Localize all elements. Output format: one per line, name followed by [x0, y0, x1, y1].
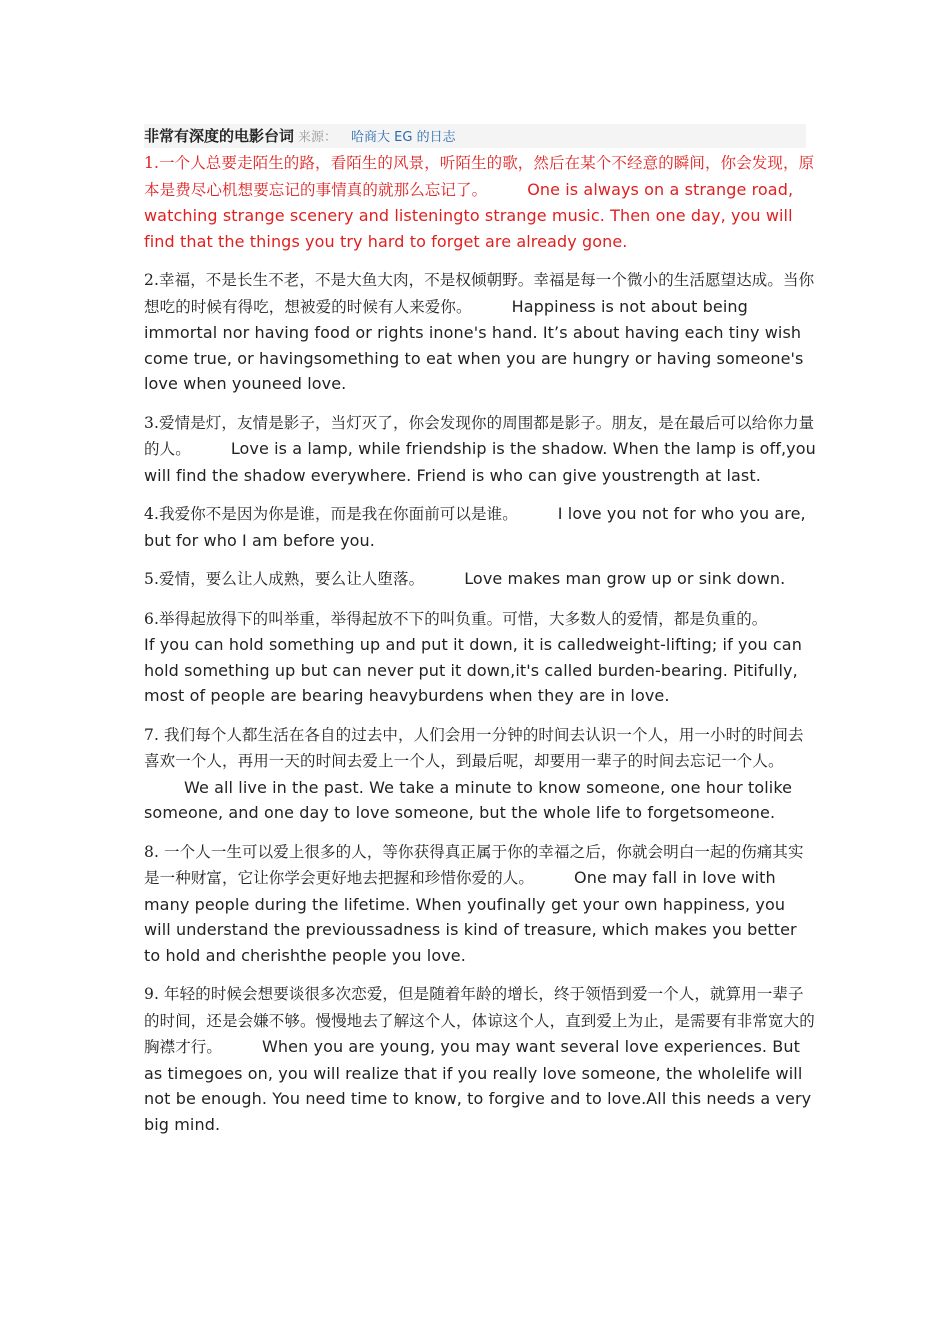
quote-2-english: Happiness is not about being immortal nor having food or rights inone's hand. It’s about having each tiny wish come true, or havingsomething to eat when you are hungry or having someone's love when youneed love.: [144, 296, 804, 393]
quote-9-english: When you are young, you may want several love experiences. But as timegoes on, you will realize that if you really love someone, the wholelife will not be enough. You need time to know, to forgive and to love.All this needs a very big mind.: [144, 1037, 812, 1134]
document-page: [144, 124, 816, 1150]
quote-entry-4: [144, 501, 816, 553]
source-label: 来源：: [298, 130, 338, 145]
quote-entry-8: [144, 839, 816, 969]
quote-4-chinese: 4.我爱你不是因为你是谁，而是我在你面前可以是谁。: [144, 505, 518, 523]
quote-entry-5: [144, 566, 816, 593]
quote-9-chinese: 9. 年轻的时候会想要谈很多次恋爱，但是随着年龄的增长，终于领悟到爱一个人，就算用一辈子的时间，还是会嫌不够。慢慢地去了解这个人，体谅这个人，直到爱上为止，是需要有非常宽大的胸襟才行。: [144, 985, 815, 1056]
quote-8-english: One may fall in love with many people during the lifetime. When youfinally get your own happiness, you will understand the previoussadness is kind of treasure, which makes you better to hold and cherishthe people you love.: [144, 868, 797, 965]
quote-7-chinese: 7. 我们每个人都生活在各自的过去中，人们会用一分钟的时间去认识一个人，用一小时的时间去喜欢一个人，再用一天的时间去爱上一个人，到最后呢，却要用一辈子的时间去忘记一个人。: [144, 725, 804, 770]
quote-6-chinese: 6.举得起放得下的叫举重，举得起放不下的叫负重。可惜，大多数人的爱情，都是负重的。: [144, 609, 768, 628]
source-link[interactable]: 哈商大 EG 的日志: [351, 130, 456, 145]
quote-entry-3: [144, 410, 816, 489]
quote-2-chinese: 2.幸福，不是长生不老，不是大鱼大肉，不是权倾朝野。幸福是每一个微小的生活愿望达成。当你想吃的时候有得吃，想被爱的时候有人来爱你。: [144, 271, 815, 316]
quote-5-english: Love makes man grow up or sink down.: [464, 569, 786, 588]
quote-entry-2: [144, 267, 816, 397]
article-header: [144, 124, 806, 148]
article-title: 非常有深度的电影台词: [144, 127, 295, 145]
quote-entry-1: [144, 150, 816, 254]
quote-entry-7: [144, 722, 816, 826]
quote-1-english: One is always on a strange road, watching strange scenery and listeningto strange music. Then one day, you will find that the things you try hard to forget are already gone.: [144, 179, 794, 251]
quote-7-english: We all live in the past. We take a minute to know someone, one hour tolike someone, and one day to love someone, but the whole life to forgetsomeone.: [144, 777, 793, 822]
quote-8-chinese: 8. 一个人一生可以爱上很多的人，等你获得真正属于你的幸福之后，你就会明白一起的伤痛其实是一种财富，它让你学会更好地去把握和珍惜你爱的人。: [144, 842, 804, 887]
quote-5-chinese: 5.爱情，要么让人成熟，要么让人堕落。: [144, 570, 425, 588]
quote-3-english: Love is a lamp, while friendship is the shadow. When the lamp is off,you will find the shadow everywhere. Friend is who can give youstrength at last.: [144, 439, 816, 485]
quote-entry-9: [144, 981, 816, 1137]
quote-entry-6: [144, 606, 816, 709]
quote-4-english: I love you not for who you are, but for who I am before you.: [144, 504, 806, 550]
quote-1-chinese: 1.一个人总要走陌生的路，看陌生的风景，听陌生的歌，然后在某个不经意的瞬间，你会发现，原本是费尽心机想要忘记的事情真的就那么忘记了。: [144, 154, 815, 199]
quote-3-chinese: 3.爱情是灯，友情是影子，当灯灭了，你会发现你的周围都是影子。朋友，是在最后可以给你力量的人。: [144, 413, 815, 458]
quote-6-english: If you can hold something up and put it down, it is calledweight-lifting; if you can hold something up but can never put it down,it's called burden-bearing. Pitifully, most of people are bearing heavyburdens when they are in love.: [144, 635, 802, 705]
quote-list: [144, 150, 816, 1137]
